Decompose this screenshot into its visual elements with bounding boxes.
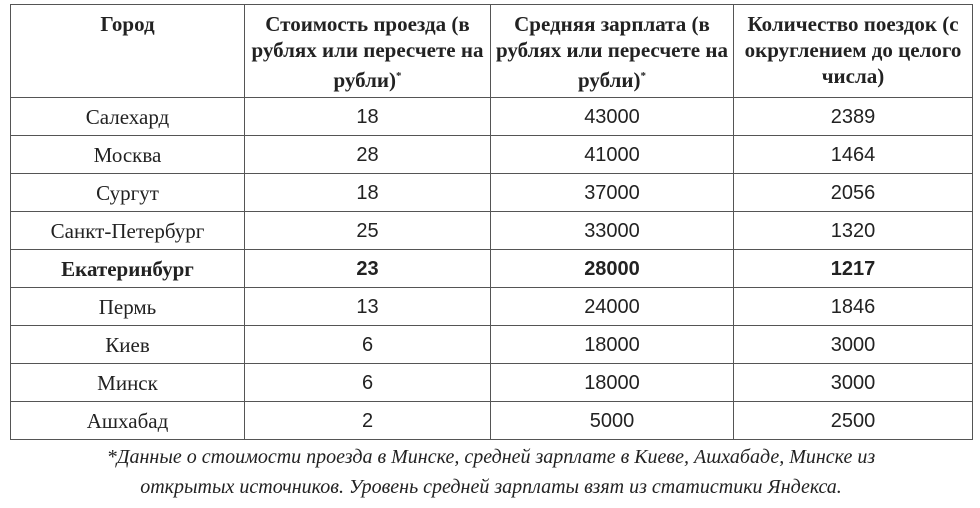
travel-cost-table: [10, 4, 973, 440]
header-trips: [734, 5, 973, 98]
cell-trips: 3000: [734, 326, 973, 364]
table-row: [11, 174, 973, 212]
cell-trips: 1846: [734, 288, 973, 326]
cell-trips: 2500: [734, 402, 973, 440]
table-header-row: [11, 5, 973, 98]
cell-city: Ашхабад: [11, 402, 245, 440]
table-row: [11, 136, 973, 174]
cell-fare: 13: [245, 288, 491, 326]
cell-salary: 28000: [491, 250, 734, 288]
header-salary-label: Средняя зарплата (в рублях или пересчете на рубли): [496, 12, 728, 92]
footnote: [10, 442, 972, 502]
cell-fare: 6: [245, 364, 491, 402]
cell-salary: 5000: [491, 402, 734, 440]
cell-fare: 28: [245, 136, 491, 174]
cell-fare: 18: [245, 98, 491, 136]
table-row: [11, 402, 973, 440]
cell-trips: 2056: [734, 174, 973, 212]
cell-salary: 18000: [491, 364, 734, 402]
cell-city: Сургут: [11, 174, 245, 212]
cell-city: Киев: [11, 326, 245, 364]
cell-fare: 6: [245, 326, 491, 364]
cell-trips: 1217: [734, 250, 973, 288]
cell-salary: 24000: [491, 288, 734, 326]
cell-trips: 3000: [734, 364, 973, 402]
cell-fare: 23: [245, 250, 491, 288]
cell-salary: 41000: [491, 136, 734, 174]
cell-salary: 18000: [491, 326, 734, 364]
cell-city: Пермь: [11, 288, 245, 326]
table-row: [11, 364, 973, 402]
cell-fare: 25: [245, 212, 491, 250]
table-row-highlighted: [11, 250, 973, 288]
table-row: [11, 288, 973, 326]
data-table-container: [10, 4, 972, 440]
header-fare-label: Стоимость проезда (в рублях или пересчете на рубли): [251, 12, 484, 92]
cell-city: Салехард: [11, 98, 245, 136]
header-salary-footnote-mark: *: [640, 70, 646, 82]
cell-trips: 1320: [734, 212, 973, 250]
cell-city: Санкт-Петербург: [11, 212, 245, 250]
footnote-line-2: открытых источников. Уровень средней зарплаты взят из статистики Яндекса.: [140, 476, 842, 498]
header-fare-footnote-mark: *: [395, 70, 402, 82]
header-salary: [491, 5, 734, 98]
cell-salary: 37000: [491, 174, 734, 212]
table-row: [11, 326, 973, 364]
cell-trips: 2389: [734, 98, 973, 136]
cell-fare: 18: [245, 174, 491, 212]
header-fare: [245, 5, 491, 98]
cell-fare: 2: [245, 402, 491, 440]
header-city-label: Город: [100, 12, 155, 36]
cell-city: Минск: [11, 364, 245, 402]
table-row: [11, 98, 973, 136]
table-row: [11, 212, 973, 250]
cell-salary: 33000: [491, 212, 734, 250]
header-city: [11, 5, 245, 98]
cell-salary: 43000: [491, 98, 734, 136]
footnote-line-1: *Данные о стоимости проезда в Минске, средней зарплате в Киеве, Ашхабаде, Минске из: [106, 446, 876, 468]
header-trips-label: Количество поездок (с округлением до целого числа): [744, 12, 962, 88]
cell-city: Москва: [11, 136, 245, 174]
cell-trips: 1464: [734, 136, 973, 174]
cell-city: Екатеринбург: [11, 250, 245, 288]
